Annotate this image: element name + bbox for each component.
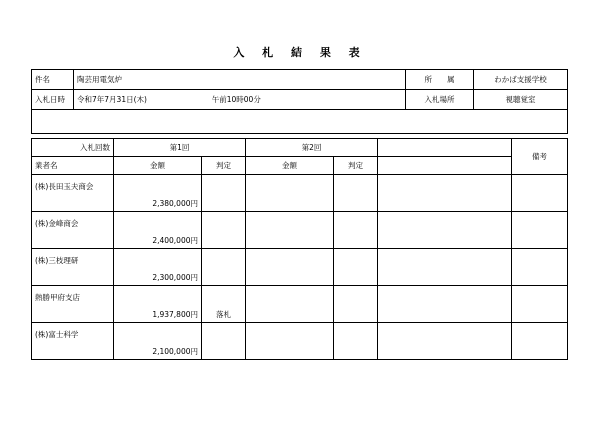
table-row xyxy=(32,323,568,360)
vendor-name: 熱勝甲府支店 xyxy=(35,293,80,302)
remarks-cell xyxy=(512,212,568,249)
info-row-item xyxy=(32,70,568,90)
bid-amount: 2,100,000円 xyxy=(152,347,198,356)
vendor-name: (株)富士科学 xyxy=(35,330,79,339)
extra-cell xyxy=(378,175,512,212)
remarks-cell xyxy=(512,175,568,212)
judge2-cell xyxy=(334,323,378,360)
table-row xyxy=(32,249,568,286)
amount2-cell xyxy=(246,212,334,249)
judge1-header: 判定 xyxy=(202,157,246,175)
judge2-cell xyxy=(334,175,378,212)
item-label: 件名 xyxy=(32,70,74,90)
amount2-cell xyxy=(246,286,334,323)
affil-label: 所 属 xyxy=(406,70,474,90)
place-value: 視聴覚室 xyxy=(474,90,568,110)
judge1-cell xyxy=(202,175,246,212)
info-row-date xyxy=(32,90,568,110)
extra-header xyxy=(378,139,512,157)
vendor-name: (株)長田玉夫商会 xyxy=(35,182,94,191)
date-cell xyxy=(74,90,406,110)
bid-amount: 2,400,000円 xyxy=(152,236,198,245)
judge1-cell xyxy=(202,286,246,323)
extra-subheader xyxy=(378,157,512,175)
amount2-cell xyxy=(246,175,334,212)
extra-cell xyxy=(378,323,512,360)
extra-cell xyxy=(378,212,512,249)
amount1-cell xyxy=(114,212,202,249)
bid-judgement xyxy=(205,331,242,351)
vendor-name-cell xyxy=(32,212,114,249)
info-table xyxy=(31,69,568,134)
vendor-name-cell xyxy=(32,175,114,212)
vendor-name-cell xyxy=(32,323,114,360)
remarks-cell xyxy=(512,286,568,323)
bid-results-table xyxy=(31,138,568,360)
amount1-header: 金額 xyxy=(114,157,202,175)
bid-amount: 2,380,000円 xyxy=(152,199,198,208)
bid-judgement xyxy=(205,183,242,203)
header-row-rounds xyxy=(32,139,568,157)
judge1-cell xyxy=(202,249,246,286)
vendor-label: 業者名 xyxy=(32,157,114,175)
bid-judgement xyxy=(205,257,242,277)
judge2-cell xyxy=(334,249,378,286)
vendor-name-cell xyxy=(32,249,114,286)
remarks-header: 備考 xyxy=(512,139,568,175)
bid-judgement: 落札 xyxy=(216,309,231,319)
amount1-cell xyxy=(114,286,202,323)
judge1-cell xyxy=(202,212,246,249)
date-label: 入札日時 xyxy=(32,90,74,110)
bid-amount: 1,937,800円 xyxy=(152,310,198,319)
date-value: 令和7年7月31日(木) xyxy=(77,95,147,104)
extra-cell xyxy=(378,286,512,323)
bid-amount: 2,300,000円 xyxy=(152,273,198,282)
round1-header: 第1回 xyxy=(114,139,246,157)
judge1-cell xyxy=(202,323,246,360)
header-row-columns xyxy=(32,157,568,175)
extra-cell xyxy=(378,249,512,286)
time-value: 午前10時00分 xyxy=(211,95,261,104)
amount1-cell xyxy=(114,323,202,360)
amount2-cell xyxy=(246,323,334,360)
place-label: 入札場所 xyxy=(406,90,474,110)
page-title: 入 札 結 果 表 xyxy=(233,46,367,59)
amount2-header: 金額 xyxy=(246,157,334,175)
item-value: 陶芸用電気炉 xyxy=(74,70,406,90)
judge2-cell xyxy=(334,212,378,249)
judge2-cell xyxy=(334,286,378,323)
spacer-cell xyxy=(32,110,568,134)
vendor-name-cell xyxy=(32,286,114,323)
bid-judgement xyxy=(205,220,242,240)
table-row xyxy=(32,286,568,323)
remarks-cell xyxy=(512,323,568,360)
round-label: 入札回数 xyxy=(32,139,114,157)
amount1-cell xyxy=(114,175,202,212)
affil-value: わかば支援学校 xyxy=(474,70,568,90)
amount2-cell xyxy=(246,249,334,286)
round2-header: 第2回 xyxy=(246,139,378,157)
vendor-name: (株)金峰商会 xyxy=(35,219,79,228)
info-spacer-row xyxy=(32,110,568,134)
vendor-name: (株)三枝理研 xyxy=(35,256,79,265)
amount1-cell xyxy=(114,249,202,286)
table-row xyxy=(32,175,568,212)
table-row xyxy=(32,212,568,249)
judge2-header: 判定 xyxy=(334,157,378,175)
remarks-cell xyxy=(512,249,568,286)
